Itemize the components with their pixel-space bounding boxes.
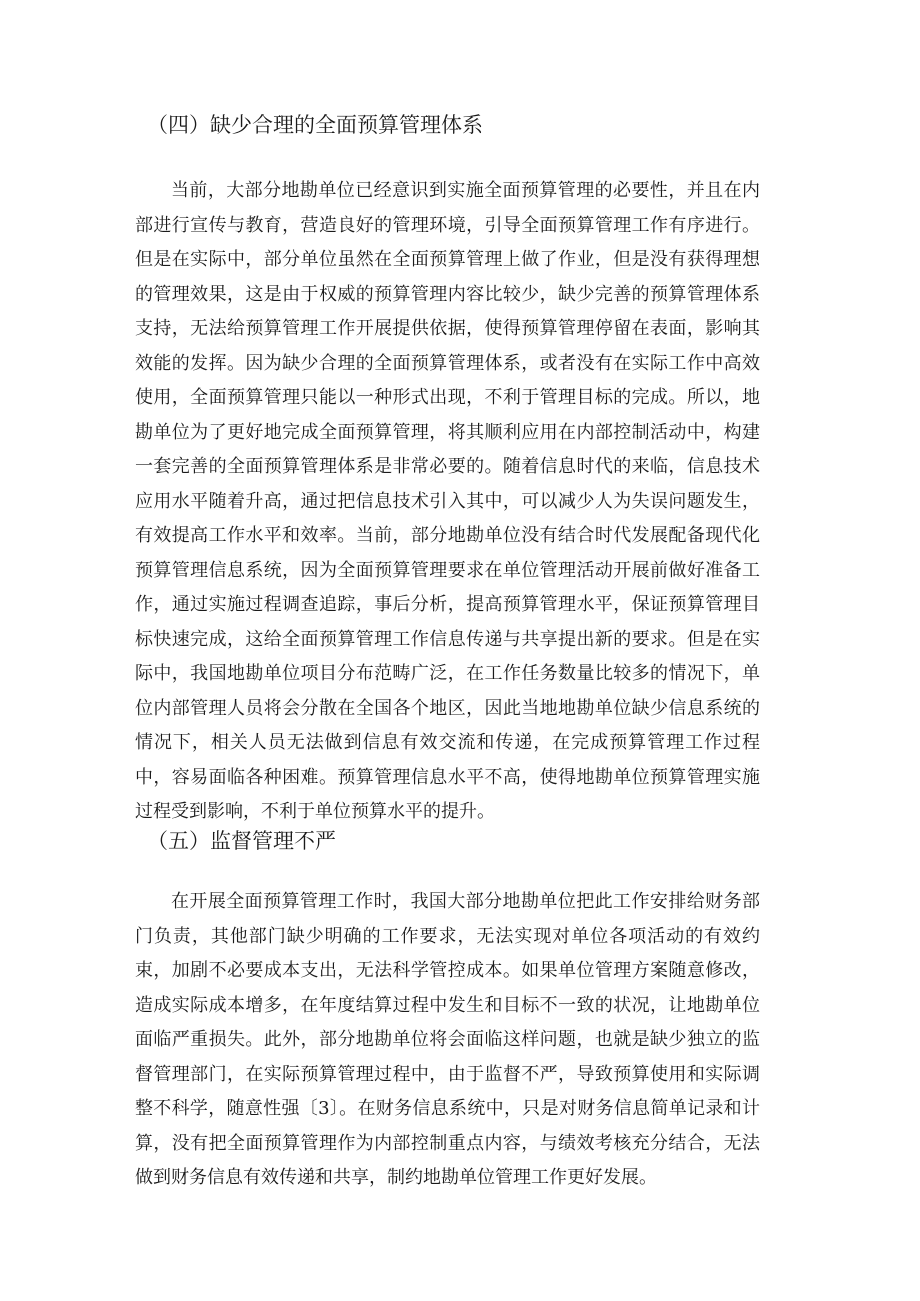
section-heading-4: （四）缺少合理的全面预算管理体系 bbox=[147, 113, 483, 137]
section-heading-5: （五）监督管理不严 bbox=[147, 829, 336, 853]
section-paragraph-5: 在开展全面预算管理工作时，我国大部分地勘单位把此工作安排给财务部门负责，其他部门缺少明确的工作要求，无法实现对单位各项活动的有效约束，加剧不必要成本支出，无法科学管控成本。如果单位管理方案随意修改，造成实际成本增多，在年度结算过程中发生和目标不一致的状况，让地勘单位面临严重损失。此外，部分地勘单位将会面临这样问题，也就是缺少独立的监督管理部门，在实际预算管理过程中，由于监督不严，导致预算使用和实际调整不科学，随意性强〔3〕。在财务信息系统中，只是对财务信息简单记录和计算，没有把全面预算管理作为内部控制重点内容，与绩效考核充分结合，无法做到财务信息有效传递和共享，制约地勘单位管理工作更好发展。 bbox=[135, 891, 760, 1188]
section-paragraph-4: 当前，大部分地勘单位已经意识到实施全面预算管理的必要性，并且在内部进行宣传与教育，营造良好的管理环境，引导全面预算管理工作有序进行。但是在实际中，部分单位虽然在全面预算管理上做了作业，但是没有获得理想的管理效果，这是由于权威的预算管理内容比较少，缺少完善的预算管理体系支持，无法给预算管理工作开展提供依据，使得预算管理停留在表面，影响其效能的发挥。因为缺少合理的全面预算管理体系，或者没有在实际工作中高效使用，全面预算管理只能以一种形式出现，不利于管理目标的完成。所以，地勘单位为了更好地完成全面预算管理，将其顺利应用在内部控制活动中，构建一套完善的全面预算管理体系是非常必要的。随着信息时代的来临，信息技术应用水平随着升高，通过把信息技术引入其中，可以减少人为失误问题发生，有效提高工作水平和效率。当前，部分地勘单位没有结合时代发展配备现代化预算管理信息系统，因为全面预算管理要求在单位管理活动开展前做好准备工作，通过实施过程调查追踪，事后分析，提高预算管理水平，保证预算管理目标快速完成，这给全面预算管理工作信息传递与共享提出新的要求。但是在实际中，我国地勘单位项目分布范畴广泛，在工作任务数量比较多的情况下，单位内部管理人员将会分散在全国各个地区，因此当地地勘单位缺少信息系统的情况下，相关人员无法做到信息有效交流和传递，在完成预算管理工作过程中，容易面临各种困难。预算管理信息水平不高，使得地勘单位预算管理实施过程受到影响，不利于单位预算水平的提升。 bbox=[135, 180, 760, 822]
